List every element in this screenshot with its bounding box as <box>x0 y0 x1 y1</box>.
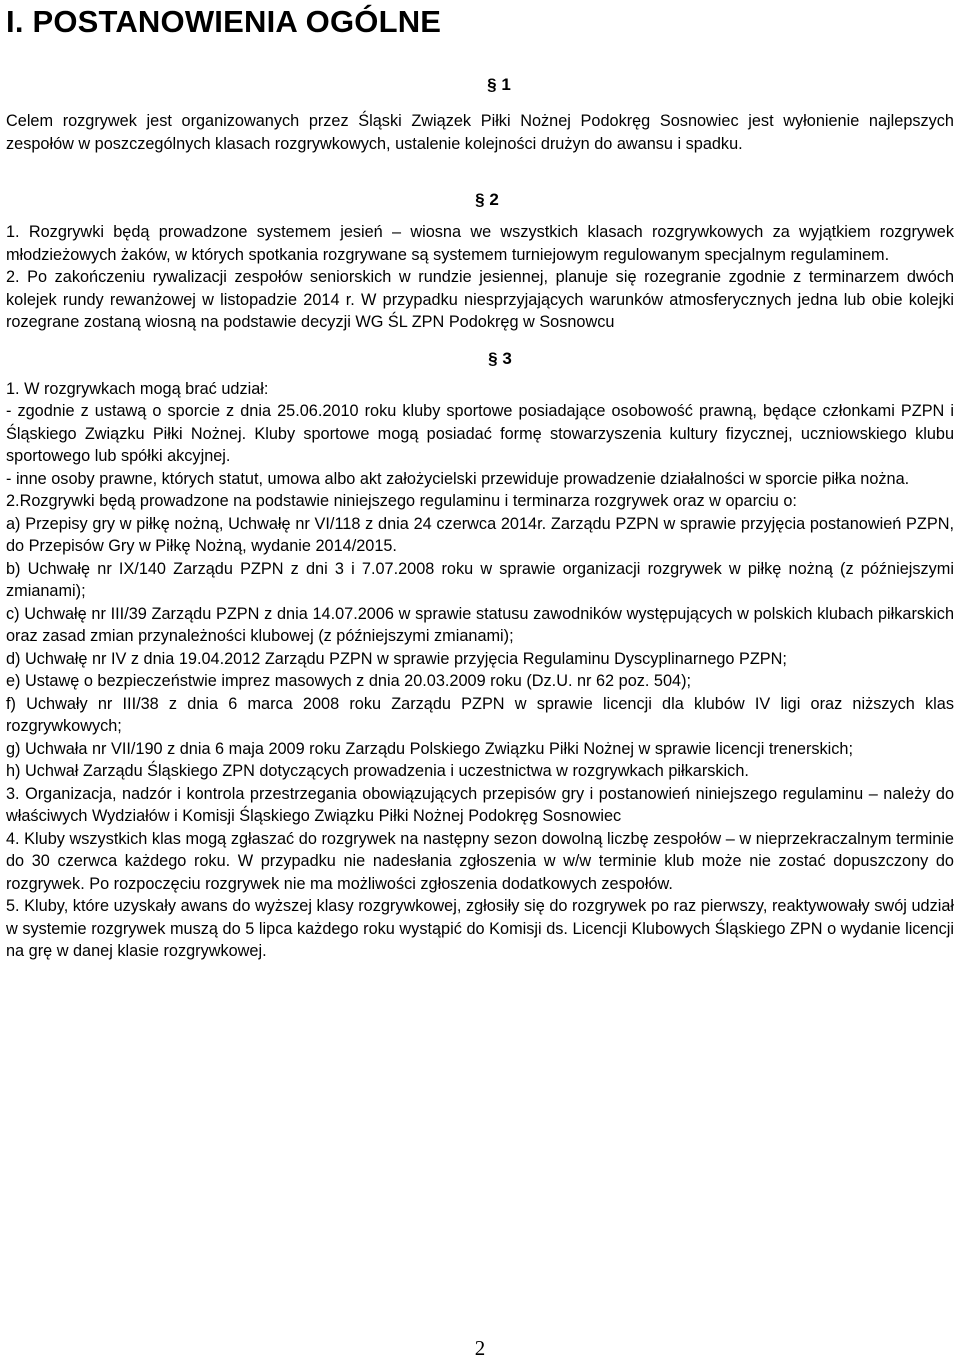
chapter-heading: I. POSTANOWIENIA OGÓLNE <box>6 4 442 39</box>
paragraph-basis-e: e) Ustawę o bezpieczeństwie imprez masowych z dnia 20.03.2009 roku (Dz.U. nr 62 poz. 504); <box>6 672 692 690</box>
page-number: 2 <box>474 1336 486 1360</box>
paragraph-schedule: 2. Po zakończeniu rywalizacji zespołów seniorskich w rundzie jesiennej, planuje się rozegranie zgodnie z terminarzem dwóch kolejek rundy rewanżowej w listopadzie 2014 r. W przypadku niesprzyjających warunków atmosferycznych jedna lub obie kolejki rozegrane zostaną wiosną na podstawie decyzji WG ŚL ZPN Podokręg w Sosnowcu <box>6 268 954 331</box>
section-number: 3 <box>502 348 512 368</box>
section-1-marker: § 1 <box>487 75 511 94</box>
paragraph-basis-d: d) Uchwałę nr IV z dnia 19.04.2012 Zarządu PZPN w sprawie przyjęcia Regulaminu Dyscyplinarnego PZPN; <box>6 649 787 668</box>
paragraph-system: 1. Rozgrywki będą prowadzone systemem jesień – wiosna we wszystkich klasach rozgrywkowych za wyjątkiem rozgrywek młodzieżowych żaków, w których spotkania rozgrywane są systemem turniejowym regulowanym specjalnym regulaminem. <box>6 223 954 264</box>
paragraph-clubs: - zgodnie z ustawą o sporcie z dnia 25.06.2010 roku kluby sportowe posiadające osobowość prawną, będące członkami PZPN i Śląskiego Związku Piłki Nożnej. Kluby sportowe mogą posiadać formę stowarzyszenia kultury fizycznej, uczniowskiego klubu sportowego lub spółki akcyjnej. <box>6 402 954 465</box>
paragraph-goal: Celem rozgrywek jest organizowanych przez Śląski Związek Piłki Nożnej Podokręg Sosnowiec jest wyłonienie najlepszych zespołów w poszczególnych klasach rozgrywkowych, ustalenie kolejności drużyn do awansu i spadku. <box>6 112 954 153</box>
paragraph-basis-c: c) Uchwałę nr III/39 Zarządu PZPN z dnia 14.07.2006 w sprawie statusu zawodników występujących w polskich klubach piłkarskich oraz zasad zmian przynależności klubowej (z późniejszymi zmianami); <box>6 604 954 645</box>
paragraph-basis-b: b) Uchwałę nr IX/140 Zarządu PZPN z dni 3 i 7.07.2008 roku w sprawie organizacji rozgrywek w piłkę nożną (z późniejszymi zmianami); <box>6 559 954 600</box>
paragraph-basis-h: h) Uchwał Zarządu Śląskiego ZPN dotyczących prowadzenia i uczestnictwa w rozgrywkach piłkarskich. <box>6 762 749 780</box>
paragraph-basis: 2.Rozgrywki będą prowadzone na podstawie niniejszego regulaminu i terminarza rozgrywek oraz w oparciu o: <box>6 492 797 510</box>
paragraph-registration: 4. Kluby wszystkich klas mogą zgłaszać do rozgrywek na następny sezon dowolną liczbę zespołów – w nieprzekraczalnym terminie do 30 czerwca każdego roku. W przypadku nie nadesłania zgłoszenia w w/w terminie klub może nie zostać dopuszczony do rozgrywek. Po rozpoczęciu rozgrywek nie ma możliwości zgłoszenia dodatkowych zespołów. <box>6 829 954 893</box>
paragraph-basis-a: a) Przepisy gry w piłkę nożną, Uchwałę nr VI/118 z dnia 24 czerwca 2014r. Zarządu PZPN w sprawie przyjęcia postanowień PZPN, do Przepisów Gry w Piłkę Nożną, wydanie 2014/2015. <box>6 514 954 555</box>
section-2-marker: § 2 <box>475 190 499 209</box>
paragraph-licensing: 5. Kluby, które uzyskały awans do wyższej klasy rozgrywkowej, zgłosiły się do rozgrywek po raz pierwszy, reaktywowały swój udział w systemie rozgrywek muszą do 5 lipca każdego roku wystąpić do Komisji ds. Licencji Klubowych Śląskiego ZPN o wydanie licencji na grę w danej klasie rozgrywkowej. <box>6 897 954 960</box>
paragraph-basis-g: g) Uchwała nr VII/190 z dnia 6 maja 2009 roku Zarządu Polskiego Związku Piłki Nożnej w sprawie licencji trenerskich; <box>6 739 853 758</box>
paragraph-participants: 1. W rozgrywkach mogą brać udział: <box>6 379 269 398</box>
section-3-marker: § 3 <box>488 348 512 368</box>
section-number: 1 <box>501 75 511 94</box>
section-number: 2 <box>489 190 499 209</box>
paragraph-legal-persons: - inne osoby prawne, których statut, umowa albo akt założycielski przewiduje prowadzenie działalności w sporcie piłka nożna. <box>6 469 910 488</box>
paragraph-organization: 3. Organizacja, nadzór i kontrola przestrzegania obowiązujących przepisów gry i postanowień niniejszego regulaminu – należy do właściwych Wydziałów i Komisji Śląskiego Związku Piłki Nożnej Podokręg Sosnowiec <box>6 784 954 825</box>
paragraph-basis-f: f) Uchwały nr III/38 z dnia 6 marca 2008 roku Zarządu PZPN w sprawie licencji dla klubów IV ligi oraz niższych klas rozgrywkowych; <box>6 694 954 735</box>
